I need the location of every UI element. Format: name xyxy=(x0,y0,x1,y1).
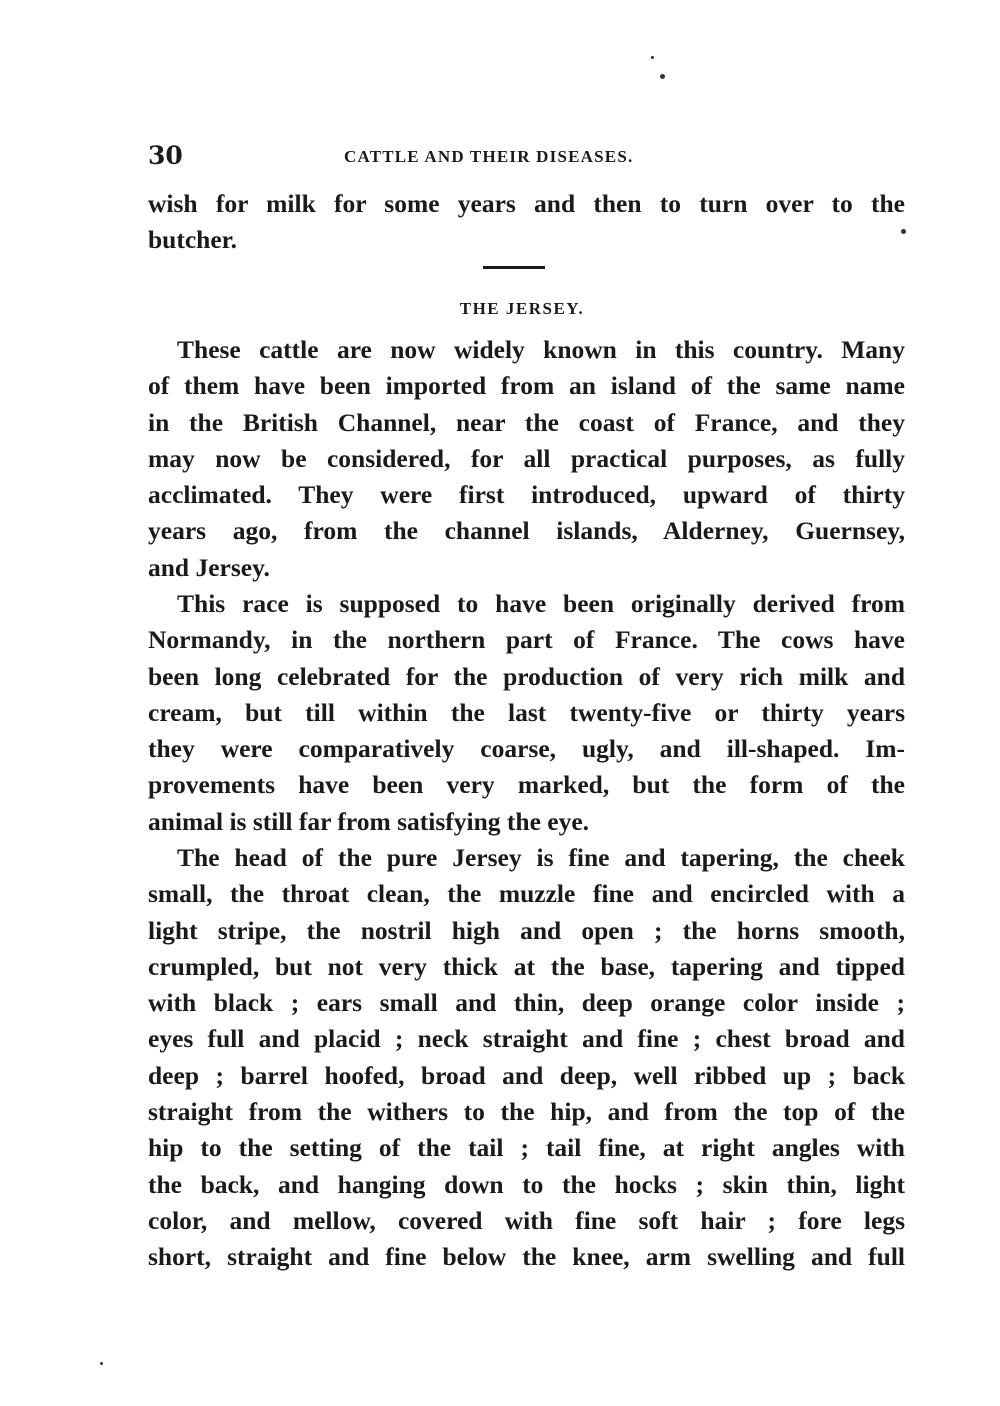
text-line: These cattle are now widely known in this country. Many xyxy=(177,335,905,364)
text-line: they were comparatively coarse, ugly, and ill-shaped. Im- xyxy=(148,734,905,764)
text-line: eyes full and placid ; neck straight and fine ; chest broad and xyxy=(148,1024,905,1054)
text-line: may now be considered, for all practical purposes, as fully xyxy=(148,443,905,473)
scan-speck xyxy=(901,229,906,234)
text-line: hip to the setting of the tail ; tail fine, at right angles with xyxy=(148,1133,905,1163)
text-line: cream, but till within the last twenty-five or thirty years xyxy=(148,697,905,727)
text-line: been long celebrated for the production of very rich milk and xyxy=(148,661,905,691)
text-line: the back, and hanging down to the hocks ; skin thin, light xyxy=(148,1169,905,1199)
text-line: The head of the pure Jersey is fine and tapering, the cheek xyxy=(177,843,905,872)
text-line: deep ; barrel hoofed, broad and deep, well ribbed up ; back xyxy=(148,1060,905,1090)
text-line: provements have been very marked, but the form of the xyxy=(148,770,905,800)
page-number: 30 xyxy=(148,141,183,170)
text-line: animal is still far from satisfying the eye. xyxy=(148,806,590,836)
text-line: acclimated. They were first introduced, upward of thirty xyxy=(148,480,905,510)
scan-speck xyxy=(660,74,665,79)
text-line: of them have been imported from an island of the same name xyxy=(148,371,905,401)
text-line: with black ; ears small and thin, deep orange color inside ; xyxy=(148,988,905,1018)
text-line: crumpled, but not very thick at the base, tapering and tipped xyxy=(148,951,905,981)
text-line: in the British Channel, near the coast of France, and they xyxy=(148,407,905,437)
running-title: CATTLE AND THEIR DISEASES. xyxy=(344,147,634,166)
text-line: small, the throat clean, the muzzle fine and encircled with a xyxy=(148,879,905,909)
text-line: This race is supposed to have been originally derived from xyxy=(177,589,905,618)
scan-speck xyxy=(651,56,654,59)
scan-speck xyxy=(100,1362,103,1365)
text-line: butcher. xyxy=(148,225,238,255)
continuation-paragraph xyxy=(148,186,905,259)
text-line: color, and mellow, covered with fine soft hair ; fore legs xyxy=(148,1205,905,1235)
paragraph xyxy=(148,586,905,840)
section-divider xyxy=(483,266,545,269)
page-header xyxy=(148,140,908,172)
text-line: light stripe, the nostril high and open ; the horns smooth, xyxy=(148,915,905,945)
section-heading: THE JERSEY. xyxy=(459,299,585,318)
text-line: and Jersey. xyxy=(148,552,270,582)
text-line: straight from the withers to the hip, and from the top of the xyxy=(148,1097,905,1127)
paragraph xyxy=(148,840,905,1276)
text-line: Normandy, in the northern part of France. The cows have xyxy=(148,625,905,655)
text-line: short, straight and fine below the knee, arm swelling and full xyxy=(148,1242,905,1272)
text-line: years ago, from the channel islands, Alderney, Guernsey, xyxy=(148,516,905,546)
paragraph xyxy=(148,332,905,586)
text-line: wish for milk for some years and then to turn over to the xyxy=(148,189,905,218)
